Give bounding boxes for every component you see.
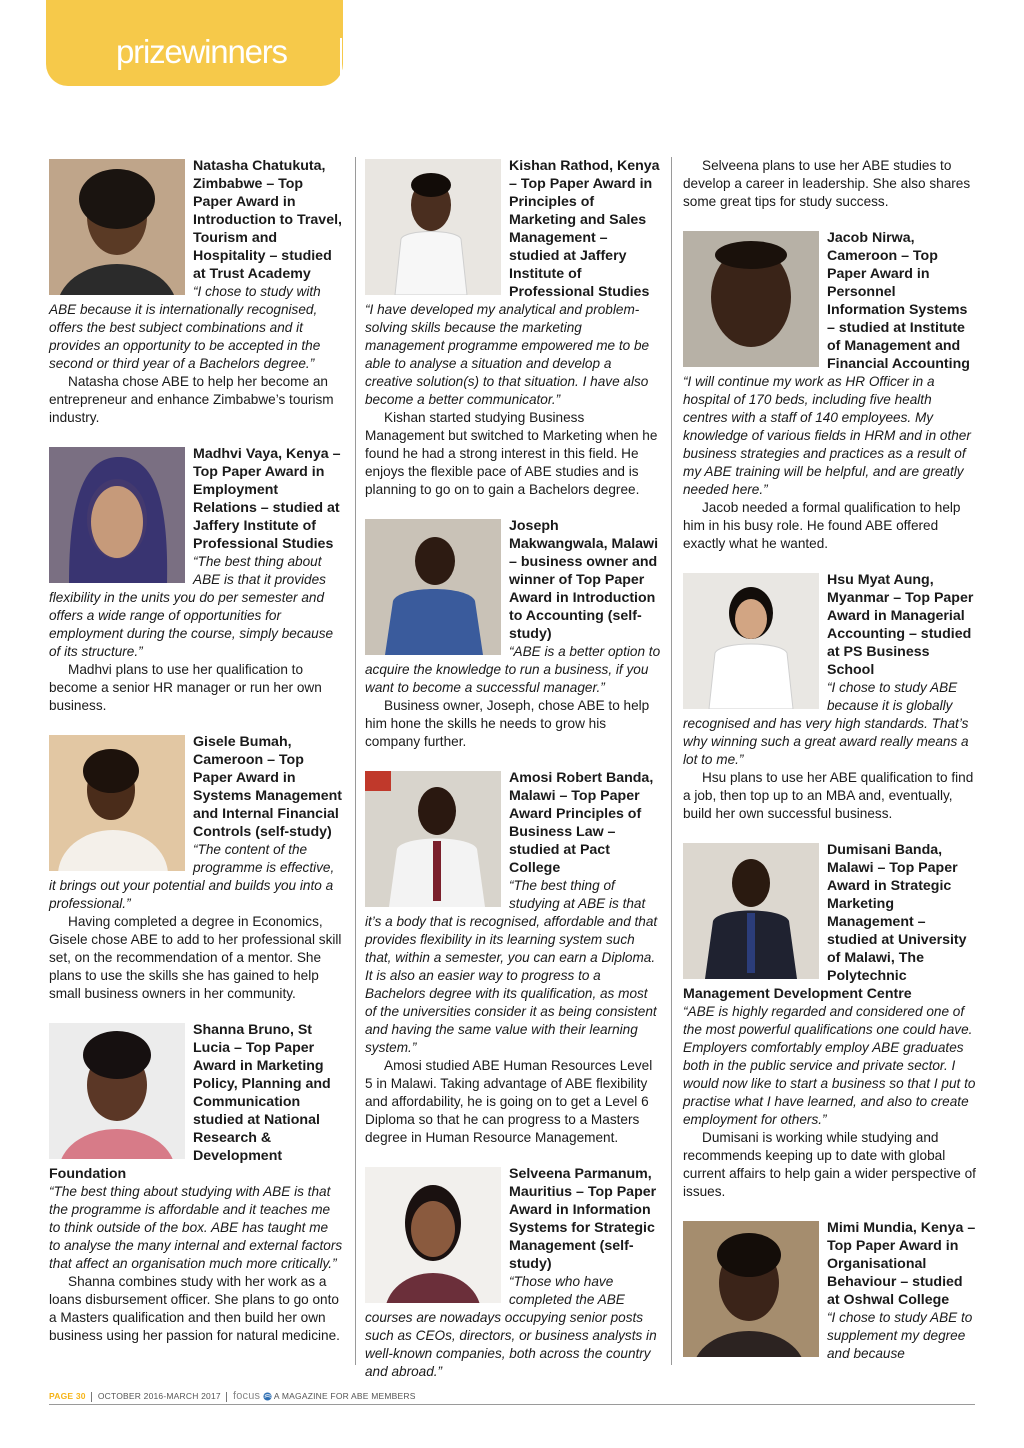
portrait-photo [49, 735, 185, 871]
continued-paragraph: Selveena plans to use her ABE studies to develop a career in leadership. She also shares some great tips for study success. [683, 158, 971, 209]
winner-name: Dumisani Banda, Malawi – Top Paper Award in Strategic Marketing Management – studied at University of Malawi, The Polytechnic Management Development Centre [683, 842, 967, 1002]
winner-name: Shanna Bruno, St Lucia – Top Paper Award in Marketing Policy, Planning and Communication studied at National Research & Development Foundation [49, 1022, 331, 1182]
winner-body: Dumisani is working while studying and recommends keeping up to date with global current affairs to help gain a wider perspective of issues. [683, 1130, 976, 1199]
portrait-photo [683, 1221, 819, 1357]
magazine-tagline: A MAGAZINE FOR ABE MEMBERS [273, 1391, 416, 1401]
winner-quote: “I chose to study ABE because it is globally recognised and has very high standards. That’s why winning such a great award really means a lot to me.” [683, 680, 969, 767]
winner-entry [365, 769, 661, 1147]
winner-name: Joseph Makwangwala, Malawi – business owner and winner of Top Paper Award in Introduction to Accounting (self-study) [509, 518, 659, 642]
winner-body: Hsu plans to use her ABE qualification to find a job, then top up to an MBA and, eventually, build her own successful business. [683, 770, 974, 821]
winner-entry [683, 1219, 976, 1363]
winner-entry [683, 229, 976, 553]
section-title: prizewinners [116, 33, 287, 70]
winner-entry [49, 157, 343, 427]
winner-entry [683, 841, 976, 1201]
winner-body: Business owner, Joseph, chose ABE to help him hone the skills he needs to grow his company further. [365, 698, 650, 749]
winner-quote: “I have developed my analytical and problem-solving skills because the marketing management programme empowered me to be able to analyse a situation and develop a creative solution(s) to that situation. I have also become a better communicator.” [365, 302, 650, 407]
winner-name: Jacob Nirwa, Cameroon – Top Paper Award in Personnel Information Systems – studied at Institute of Management and Financial Accounting [827, 230, 970, 372]
portrait-photo [49, 159, 185, 295]
winner-name: Mimi Mundia, Kenya – Top Paper Award in Organisational Behaviour – studied at Oshwal College [827, 1220, 976, 1308]
column-divider [355, 157, 356, 1365]
winner-entry [365, 517, 661, 751]
winner-body: Jacob needed a formal qualification to help him in his busy role. He found ABE offered exactly what he wanted. [683, 500, 961, 551]
portrait-photo [365, 1167, 501, 1303]
winner-name: Kishan Rathod, Kenya – Top Paper Award in Principles of Marketing and Sales Management – studied at Jaffery Institute of Professional Studies [509, 158, 660, 300]
page-footer [49, 1390, 416, 1402]
portrait-photo [683, 843, 819, 979]
issue-date: OCTOBER 2016-MARCH 2017 [97, 1391, 221, 1401]
footer-divider [91, 1392, 92, 1402]
winner-entry [365, 157, 661, 499]
winner-entry [683, 571, 976, 823]
winner-quote: “ABE is highly regarded and considered one of the most powerful qualifications one could have. Employers comfortably employ ABE graduates both in the public service and private sector. I would now like to start a business so that I put to practise what I have learned, and also to create employment for others.” [683, 1004, 976, 1127]
portrait-photo [365, 159, 501, 295]
winner-quote: “I will continue my work as HR Officer in a hospital of 170 beds, including five health centres with a staff of 140 employees. My knowledge of various fields in HRM and in other business strategies and practices as a result of my ABE training will be helpful, and are greatly needed here.” [683, 374, 971, 497]
winner-quote: “The best thing of studying at ABE is that it’s a body that is recognised, affordable and that provides flexibility in its learning system such that, within a semester, you can earn a Diploma. It is also an easier way to progress to a Bachelors degree with its qualification, as most of the universities consider it as being consistent and having the same value with their learning system.” [365, 878, 658, 1055]
winner-name: Gisele Bumah, Cameroon – Top Paper Award in Systems Management and Internal Financial Controls (self-study) [193, 734, 343, 840]
abe-logo-icon [263, 1392, 272, 1401]
winner-name: Madhvi Vaya, Kenya – Top Paper Award in Employment Relations – studied at Jaffery Institute of Professional Studies [193, 446, 341, 552]
winner-quote: “The best thing about studying with ABE is that the programme is affordable and it teaches me to think outside of the box. ABE has taught me to analyse the many internal and external factors that affect an organisation much more critically.” [49, 1184, 343, 1271]
portrait-photo [683, 573, 819, 709]
winner-entry [49, 445, 343, 715]
column-divider [671, 157, 672, 1365]
winner-name: Hsu Myat Aung, Myanmar – Top Paper Award in Managerial Accounting – studied at PS Business School [827, 572, 974, 678]
winner-name: Natasha Chatukuta, Zimbabwe – Top Paper Award in Introduction to Travel, Tourism and Hospitality – studied at Trust Academy [193, 158, 342, 282]
column-3 [683, 157, 976, 1381]
tab-divider [340, 38, 342, 78]
winner-quote: “The best thing about ABE is that it provides flexibility in the units you do per semester and offers a wide range of opportunities for employment during the course, simply because of its structure.” [49, 554, 334, 659]
column-1 [49, 157, 343, 1363]
abe-logo-icon [350, 40, 382, 72]
portrait-photo [365, 771, 501, 907]
winner-name: Amosi Robert Banda, Malawi – Top Paper Award Principles of Business Law – studied at Pact College [509, 770, 654, 876]
winner-quote: “The content of the programme is effective, it brings out your potential and builds you into a professional.” [49, 842, 335, 911]
magazine-name: focus [232, 1390, 261, 1402]
portrait-photo [49, 447, 185, 583]
winner-entry [49, 1021, 343, 1345]
winner-entry [365, 1165, 661, 1381]
winner-body: Natasha chose ABE to help her become an entrepreneur and enhance Zimbabwe’s tourism industry. [49, 374, 334, 425]
footer-divider [226, 1392, 227, 1402]
winner-body: Kishan started studying Business Management but switched to Marketing when he found he had a strong interest in this field. He enjoys the flexible pace of ABE studies and is planning to go on to gain a Bachelors degree. [365, 410, 658, 497]
portrait-photo [49, 1023, 185, 1159]
winner-entry [49, 733, 343, 1003]
winner-quote: “I chose to study ABE to supplement my degree and because [827, 1310, 973, 1361]
winner-quote: “ABE is a better option to acquire the knowledge to run a business, if you want to become a successful manager.” [365, 644, 661, 695]
winner-body: Shanna combines study with her work as a loans disbursement officer. She plans to go onto a Masters qualification and then build her own business using her passion for natural medicine. [49, 1274, 340, 1343]
winner-quote: “Those who have completed the ABE courses are nowadays occupying senior posts such as CEOs, directors, or business analysts in well-known companies, both across the country and abroad.” [365, 1274, 657, 1379]
page-number: PAGE 30 [49, 1391, 86, 1401]
section-tab [46, 0, 343, 86]
winner-body: Madhvi plans to use her qualification to become a senior HR manager or run her own business. [49, 662, 322, 713]
winner-name: Selveena Parmanum, Mauritius – Top Paper Award in Information Systems for Strategic Management (self-study) [509, 1166, 657, 1272]
footer-rule [49, 1404, 975, 1405]
winner-body: Having completed a degree in Economics, Gisele chose ABE to add to her professional skill set, on the recommendation of a mentor. She plans to use the skills she has gained to help small business owners in her community. [49, 914, 342, 1001]
winner-quote: “I chose to study with ABE because it is internationally recognised, offers the best subject combinations and it provides an opportunity to be accepted in the second or third year of a Bachelors degree.” [49, 284, 321, 371]
winner-body: Amosi studied ABE Human Resources Level 5 in Malawi. Taking advantage of ABE flexibility and affordability, he is going on to get a Level 6 Diploma so that he can progress to a Masters degree in Human Resource Management. [365, 1058, 653, 1145]
portrait-photo [683, 231, 819, 367]
column-2 [365, 157, 661, 1399]
portrait-photo [365, 519, 501, 655]
